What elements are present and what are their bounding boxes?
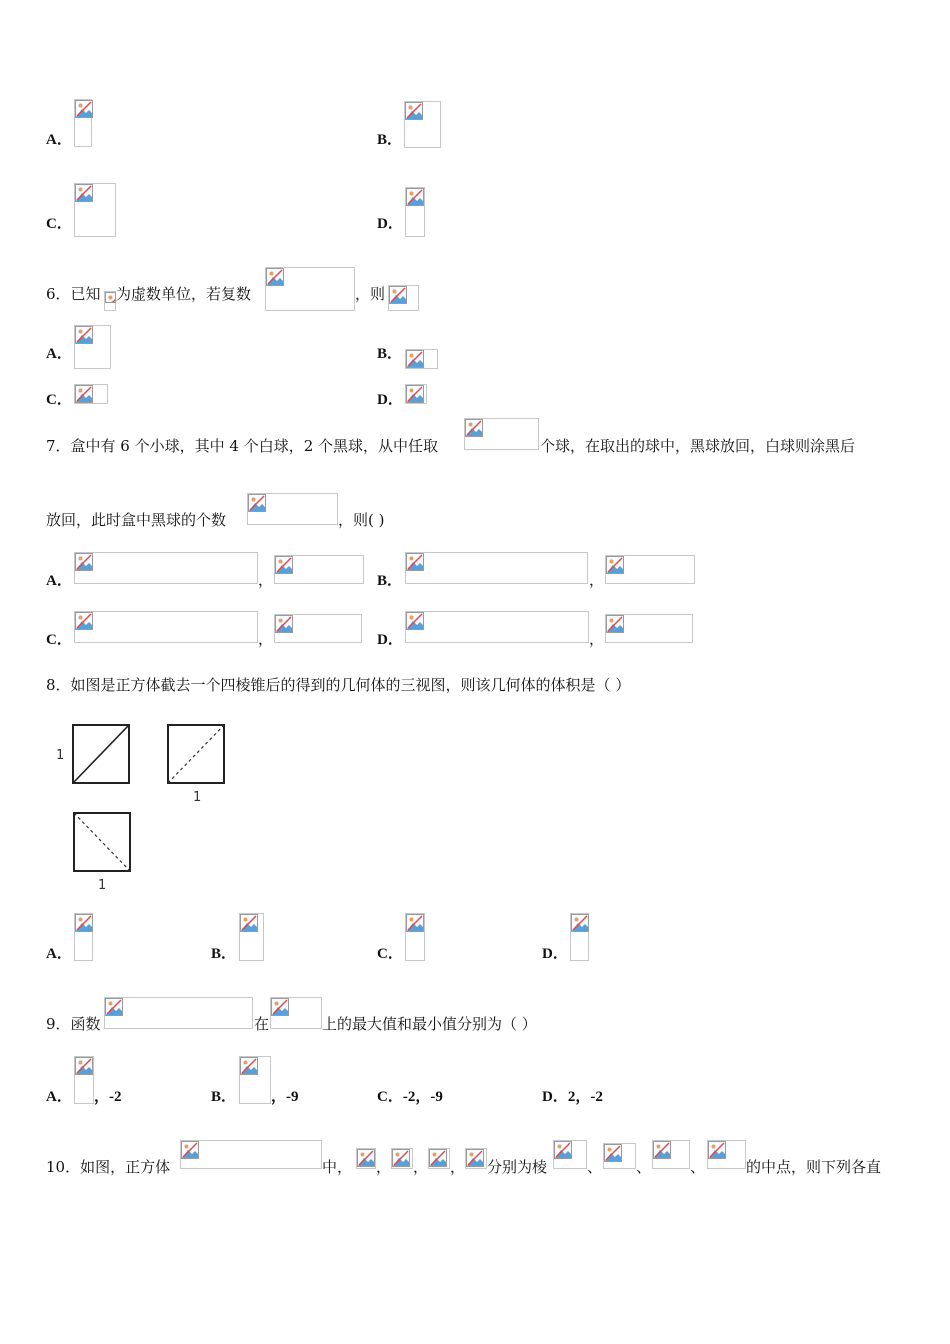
broken-image-icon — [75, 100, 93, 118]
q8-option-a-label: A． — [46, 946, 72, 962]
q7-option-b-comma: ， — [589, 571, 605, 589]
q7-option-c-image-2 — [274, 614, 362, 643]
q7-option-a-label: A． — [46, 573, 72, 589]
side-view — [168, 725, 224, 783]
three-view-figure — [50, 715, 250, 900]
top-view-width-label: 1 — [98, 878, 107, 893]
broken-image-icon — [357, 1149, 375, 1167]
front-view — [73, 725, 129, 783]
q7-option-a-comma: ， — [258, 571, 274, 589]
q9-option-b-tail: ，-9 — [271, 1089, 299, 1105]
front-view-height-label: 1 — [56, 748, 65, 763]
q6-inline-image-z — [265, 267, 355, 311]
q6-text-2: 为虚数单位，若复数 — [116, 285, 252, 303]
q9-option-a-label: A． — [46, 1089, 72, 1105]
q7-option-b-label: B． — [377, 573, 403, 589]
q6-option-b-label: B． — [377, 346, 403, 362]
q7-option-a-image-1 — [74, 552, 258, 584]
q9-text-2: 在 — [254, 1015, 270, 1033]
q7-option-a-image-2 — [274, 555, 364, 584]
q6-option-a-label: A． — [46, 346, 72, 362]
q10-edge-image-4 — [707, 1140, 746, 1169]
broken-image-icon — [708, 1141, 726, 1159]
broken-image-icon — [392, 1149, 410, 1167]
broken-image-icon — [406, 914, 424, 932]
q10-inline-image-cube — [180, 1140, 322, 1169]
q8-text: 8．如图是正方体截去一个四棱锥后的得到的几何体的三视图，则该几何体的体积是（ ） — [46, 676, 631, 694]
q7-option-c-comma: ， — [258, 630, 274, 648]
q10-comma-1: ， — [376, 1158, 392, 1176]
broken-image-icon — [75, 914, 93, 932]
q9-text-3: 上的最大值和最小值分别为（ ） — [322, 1015, 537, 1033]
q9-option-d: D．2，-2 — [542, 1089, 603, 1105]
q6-option-c-image — [74, 384, 108, 404]
q10-text-4: 的中点，则下列各直 — [746, 1158, 882, 1176]
broken-image-icon — [271, 998, 289, 1016]
q6-option-b-image — [405, 349, 438, 369]
broken-image-icon — [571, 914, 589, 932]
broken-image-icon — [266, 268, 284, 286]
q6-inline-image-i — [104, 291, 116, 311]
q5-option-a-label: A． — [46, 132, 72, 148]
broken-image-icon — [240, 914, 258, 932]
top-view — [74, 813, 130, 871]
broken-image-icon — [389, 286, 407, 304]
broken-image-icon — [406, 553, 424, 571]
q7-text-3: 放回，此时盒中黑球的个数 — [46, 511, 227, 529]
q10-edge-image-3 — [652, 1140, 690, 1169]
q10-text-1: 10．如图，正方体 — [46, 1158, 171, 1176]
q6-text-3: ，则 — [355, 285, 386, 303]
broken-image-icon — [75, 612, 93, 630]
q10-sep-1: 、 — [587, 1158, 603, 1176]
q10-point-image-3 — [428, 1148, 450, 1169]
q8-option-c-label: C． — [377, 946, 403, 962]
q7-option-d-image-2 — [605, 614, 693, 643]
broken-image-icon — [604, 1144, 622, 1162]
q5-option-b-label: B． — [377, 132, 403, 148]
q10-sep-3: 、 — [690, 1158, 706, 1176]
q9-text-1: 9．函数 — [46, 1015, 101, 1033]
q6-option-c-label: C． — [46, 392, 72, 408]
q9-inline-image-function — [104, 997, 253, 1029]
q5-option-b-image — [404, 101, 441, 148]
q9-option-c: C．-2，-9 — [377, 1089, 443, 1105]
q8-option-c-image — [405, 913, 425, 961]
q5-option-a-image — [74, 99, 92, 147]
broken-image-icon — [406, 188, 424, 206]
q7-option-c-label: C． — [46, 632, 72, 648]
broken-image-icon — [105, 998, 123, 1016]
broken-image-icon — [405, 102, 423, 120]
q10-text-3: 分别为棱 — [487, 1158, 548, 1176]
broken-image-icon — [75, 553, 93, 571]
q7-option-d-image-1 — [405, 611, 589, 643]
q6-text-1: 6．已知 — [46, 285, 101, 303]
broken-image-icon — [75, 326, 93, 344]
q5-option-c-image — [74, 183, 116, 237]
q10-point-image-4 — [465, 1148, 487, 1169]
q7-option-c-image-1 — [74, 611, 258, 643]
q8-option-a-image — [74, 913, 93, 961]
broken-image-icon — [275, 556, 293, 574]
broken-image-icon — [554, 1141, 572, 1159]
q10-sep-2: 、 — [636, 1158, 652, 1176]
q7-option-d-label: D． — [377, 632, 403, 648]
q10-comma-2: ， — [413, 1158, 429, 1176]
q6-inline-image-result — [388, 285, 419, 311]
broken-image-icon — [465, 419, 483, 437]
broken-image-icon — [240, 1057, 258, 1075]
broken-image-icon — [248, 494, 266, 512]
q10-point-image-1 — [356, 1148, 376, 1169]
q7-text-2: 个球，在取出的球中，黑球放回，白球则涂黑后 — [540, 437, 856, 455]
q6-option-a-image — [74, 325, 111, 369]
broken-image-icon — [606, 556, 624, 574]
q9-option-b-image — [239, 1056, 271, 1104]
q7-option-b-image-1 — [405, 552, 588, 584]
broken-image-icon — [275, 615, 293, 633]
q10-text-2: 中， — [322, 1158, 353, 1176]
broken-image-icon — [406, 612, 424, 630]
q8-option-d-label: D． — [542, 946, 568, 962]
broken-image-icon — [406, 350, 424, 368]
q7-text-4: ，则( ) — [338, 511, 385, 529]
q6-option-d-image — [405, 384, 427, 404]
broken-image-icon — [429, 1149, 447, 1167]
q10-comma-3: ， — [450, 1158, 466, 1176]
q7-inline-image-x — [247, 493, 338, 525]
broken-image-icon — [466, 1149, 484, 1167]
q8-option-d-image — [570, 913, 589, 961]
q7-inline-image-n — [464, 418, 539, 450]
broken-image-icon — [75, 1057, 93, 1075]
q9-option-b-label: B． — [211, 1089, 237, 1105]
broken-image-icon — [75, 184, 93, 202]
q9-option-a-tail: ，-2 — [94, 1089, 122, 1105]
q7-option-b-image-2 — [605, 555, 695, 584]
broken-image-icon — [406, 385, 424, 403]
q10-edge-image-1 — [553, 1140, 587, 1169]
q7-text-1: 7．盒中有 6 个小球，其中 4 个白球，2 个黑球，从中任取 — [46, 437, 439, 455]
q9-option-a-image — [74, 1056, 94, 1104]
q7-option-d-comma: ， — [589, 630, 605, 648]
broken-image-icon — [105, 292, 116, 303]
broken-image-icon — [653, 1141, 671, 1159]
broken-image-icon — [75, 385, 93, 403]
side-view-width-label: 1 — [193, 790, 202, 805]
broken-image-icon — [606, 615, 624, 633]
q6-option-d-label: D． — [377, 392, 403, 408]
q5-option-d-image — [405, 187, 425, 237]
broken-image-icon — [181, 1141, 199, 1159]
q5-option-d-label: D． — [377, 216, 403, 232]
q9-inline-image-interval — [270, 997, 322, 1029]
q5-option-c-label: C． — [46, 216, 72, 232]
q10-edge-image-2 — [603, 1143, 636, 1169]
q8-option-b-image — [239, 913, 264, 961]
q10-point-image-2 — [391, 1148, 413, 1169]
q8-option-b-label: B． — [211, 946, 237, 962]
